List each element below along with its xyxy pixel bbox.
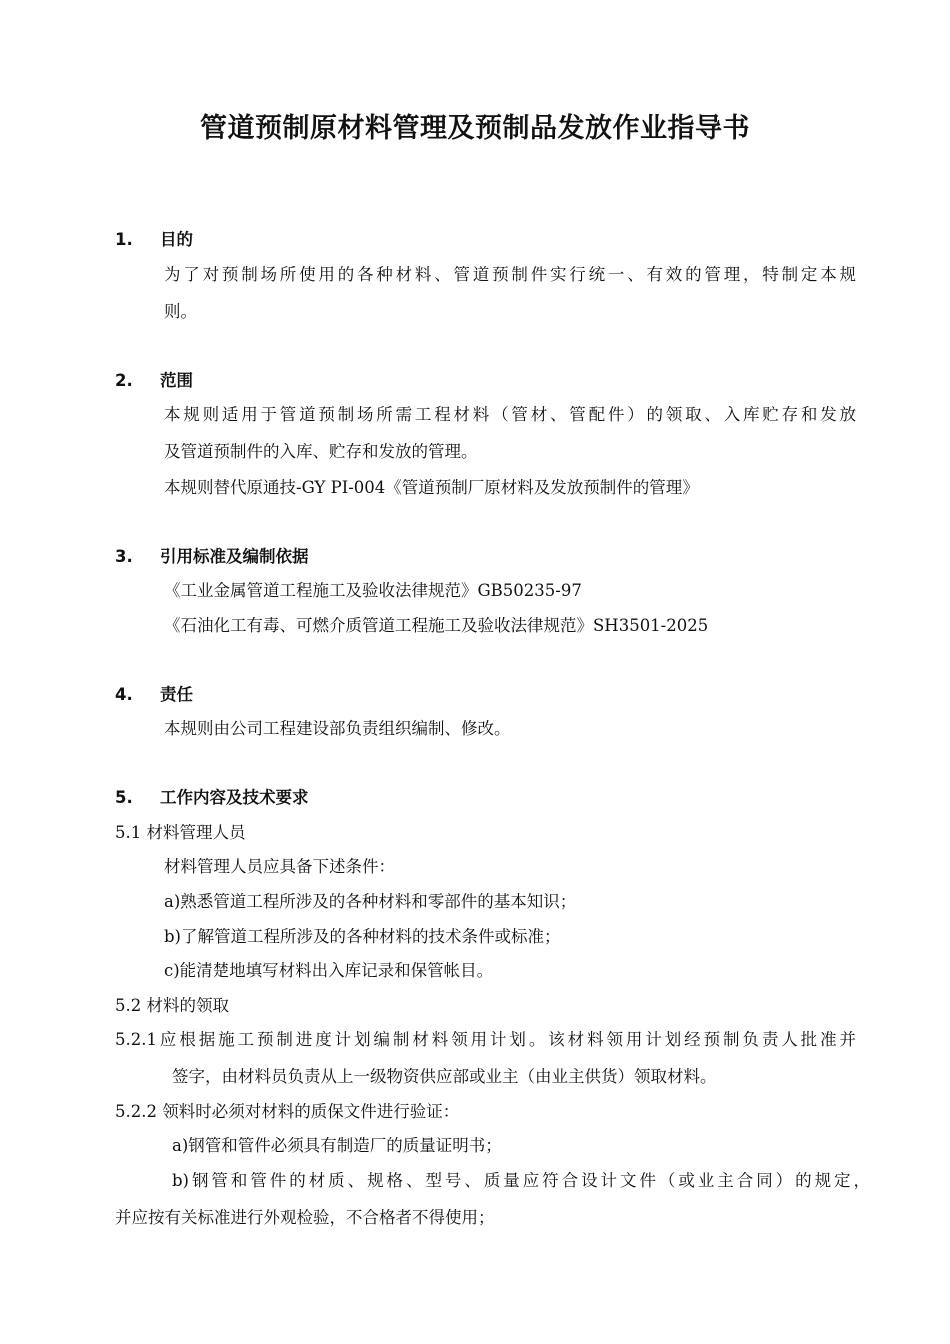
section-number: 1. (115, 230, 133, 249)
section-number: 2. (115, 371, 133, 390)
paragraph-line: 本规则由公司工程建设部负责组织编制、修改。 (164, 719, 511, 738)
section-number: 4. (115, 685, 133, 704)
paragraph-line: 则。 (164, 302, 197, 321)
paragraph-line: 材料管理人员应具备下述条件： (164, 857, 395, 876)
paragraph-line: 5.2.1应根据施工预制进度计划编制材料领用计划。该材料领用计划经预制负责人批准并 (115, 1030, 856, 1049)
list-item: b)钢管和管件的材质、规格、型号、质量应符合设计文件（或业主合同）的规定， (172, 1171, 870, 1190)
section-number: 3. (115, 547, 133, 566)
section-title: 范围 (160, 371, 193, 390)
list-item: a)钢管和管件必须具有制造厂的质量证明书； (172, 1136, 502, 1155)
paragraph-line: 本规则适用于管道预制场所需工程材料（管材、管配件）的领取、入库贮存和发放 (164, 405, 856, 424)
paragraph-line: 及管道预制件的入库、贮存和发放的管理。 (164, 442, 478, 461)
list-item: b)了解管道工程所涉及的各种材料的技术条件或标准； (164, 927, 561, 946)
subsection-heading: 5.1 材料管理人员 (115, 823, 246, 842)
paragraph-line: 并应按有关标准进行外观检验，不合格者不得使用； (115, 1208, 495, 1227)
paragraph-line: 为了对预制场所使用的各种材料、管道预制件实行统一、有效的管理，特制定本规 (164, 265, 856, 284)
reference-line: 《工业金属管道工程施工及验收法律规范》GB50235-97 (164, 581, 582, 600)
list-item: a)熟悉管道工程所涉及的各种材料和零部件的基本知识； (164, 892, 577, 911)
reference-line: 《石油化工有毒、可燃介质管道工程施工及验收法律规范》SH3501-2025 (164, 616, 709, 635)
section-title: 工作内容及技术要求 (160, 788, 309, 807)
list-item: c)能清楚地填写材料出入库记录和保管帐目。 (164, 961, 494, 980)
section-title: 责任 (160, 685, 193, 704)
paragraph-line: 5.2.2 领料时必须对材料的质保文件进行验证： (115, 1102, 460, 1121)
paragraph-line: 本规则替代原通技-GY PI-004《管道预制厂原材料及发放预制件的管理》 (164, 478, 699, 497)
section-title: 目的 (160, 230, 193, 249)
document-title: 管道预制原材料管理及预制品发放作业指导书 (200, 113, 750, 144)
section-number: 5. (115, 788, 133, 807)
section-title: 引用标准及编制依据 (160, 547, 309, 566)
subsection-heading: 5.2 材料的领取 (115, 996, 229, 1015)
paragraph-line: 签字，由材料员负责从上一级物资供应部或业主（由业主供货）领取材料。 (172, 1067, 717, 1086)
